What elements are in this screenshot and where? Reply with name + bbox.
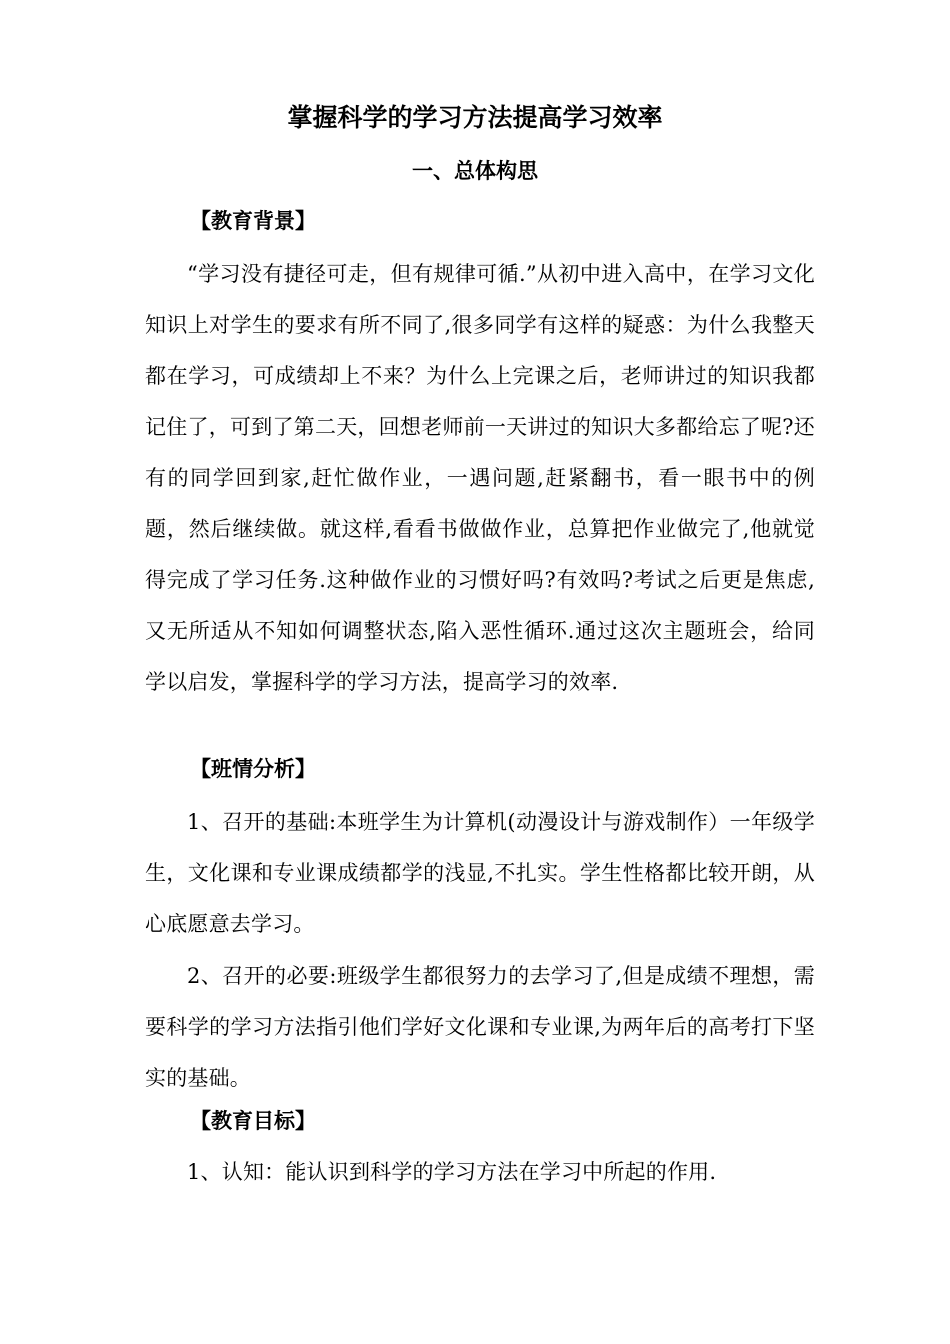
background-paragraph: “学习没有捷径可走，但有规律可循.”从初中进入高中，在学习文化知识上对学生的要求有所不同了,很多同学有这样的疑惑：为什么我整天都在学习，可成绩却上不来？为什么上完课之后，老师讲过的知识我都记住了，可到了第二天，回想老师前一天讲过的知识大多都给忘了呢?还有的同学回到家,赶忙做作业，一遇问题,赶紧翻书，看一眼书中的例题，然后继续做。就这样,看看书做做作业，总算把作业做完了,他就觉得完成了学习任务.这种做作业的习惯好吗?有效吗?考试之后更是焦虑,又无所适从不知如何调整状态,陷入恶性循环.通过这次主题班会，给同学以启发，掌握科学的学习方法，提高学习的效率. [145,262,815,694]
class-analysis-paragraph-2: 2、召开的必要:班级学生都很努力的去学习了,但是成绩不理想，需要科学的学习方法指引他们学好文化课和专业课,为两年后的高考打下坚实的基础。 [145,964,815,1090]
goals-heading: 【教育目标】 [190,1109,316,1133]
background-heading: 【教育背景】 [190,209,316,233]
document-title: 掌握科学的学习方法提高学习效率 [287,103,663,132]
class-analysis-paragraph-1: 1、召开的基础:本班学生为计算机(动漫设计与游戏制作）一年级学生，文化课和专业课成绩都学的浅显,不扎实。学生性格都比较开朗，从心底愿意去学习。 [145,810,815,936]
goals-paragraph-1: 1、认知：能认识到科学的学习方法在学习中所起的作用. [187,1160,717,1184]
section-title: 一、总体构思 [412,159,538,183]
class-analysis-heading: 【班情分析】 [190,757,316,781]
